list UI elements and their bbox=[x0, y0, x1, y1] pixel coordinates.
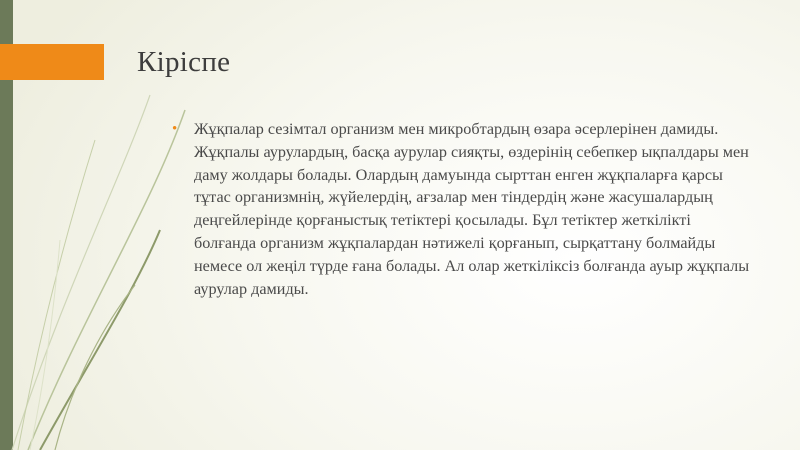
curve-line bbox=[18, 140, 95, 450]
curve-line bbox=[28, 110, 185, 450]
bullet-icon: • bbox=[172, 121, 178, 137]
curve-line bbox=[30, 240, 60, 450]
title-accent-tab bbox=[0, 44, 104, 80]
curve-line bbox=[55, 285, 135, 450]
body-text: Жұқпалар сезімтал организм мен микробтардың өзара әсерлерінен дамиды. Жұқпалы аурулардың, басқа аурулар сияқты, өздерінің себепкер ықпалдары мен даму жолдары болады. Олардың дамуында сырттан енген жұқпаларға қарсы тұтас организмнің, жүйелердің, ағзалар мен тіндердің және жасушалардың деңгейлерінде қорғаныстық тетіктері қосылады. Бұл тетіктер жеткілікті болғанда организм жұқпалардан нәтижелі қорғанып, сырқаттану болмайды немесе ол жеңіл түрде ғана болады. Ал олар жеткіліксіз болғанда ауыр жұқпалы аурулар дамиды. bbox=[194, 120, 750, 298]
curve-line bbox=[12, 95, 150, 450]
body-paragraph bbox=[172, 118, 752, 300]
slide-body bbox=[172, 118, 752, 300]
slide-title: Кіріспе bbox=[137, 46, 231, 78]
